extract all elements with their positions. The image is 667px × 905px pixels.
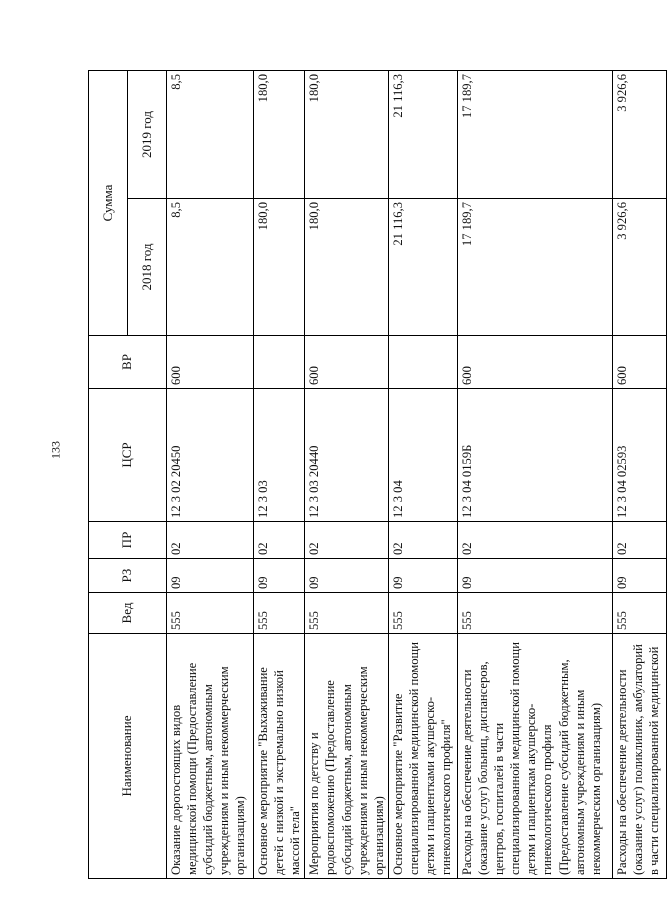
header-2019: 2019 год — [128, 71, 167, 199]
row-sum-2019: 8,5 — [167, 71, 254, 199]
row-csr: 12 3 04 — [388, 389, 457, 522]
table-row — [388, 71, 457, 879]
row-pr: 02 — [254, 522, 305, 559]
row-sum-2018: 180,0 — [254, 199, 305, 336]
row-rz: 09 — [254, 559, 305, 593]
row-name: Расходы на обеспечение деятельности (оказание услуг) больниц, диспансеров, центров, госпиталей в части специализированной медицинской помощи детям и пациенткам акушерско-гинекологического профиля (Предоставление субсидий бюджетным, автономным учреждениям и иным некоммерческим организациям) — [457, 634, 612, 879]
page-number: 133 — [48, 441, 63, 459]
row-csr: 12 3 02 20450 — [167, 389, 254, 522]
row-name: Основное мероприятие "Развитие специализированной медицинской помощи детям и пациентками акушерско-гинекологического профиля" — [388, 634, 457, 879]
row-csr: 12 3 03 — [254, 389, 305, 522]
row-vr: 600 — [612, 336, 666, 389]
row-pr: 02 — [457, 522, 612, 559]
row-pr: 02 — [167, 522, 254, 559]
row-ved: 555 — [305, 593, 389, 634]
row-ved: 555 — [388, 593, 457, 634]
header-csr: ЦСР — [89, 389, 167, 522]
row-rz: 09 — [305, 559, 389, 593]
row-rz: 09 — [457, 559, 612, 593]
row-rz: 09 — [612, 559, 666, 593]
row-vr — [254, 336, 305, 389]
row-pr: 02 — [305, 522, 389, 559]
row-pr: 02 — [612, 522, 666, 559]
header-name: Наименование — [89, 634, 167, 879]
row-csr: 12 3 04 02593 — [612, 389, 666, 522]
row-sum-2019: 180,0 — [254, 71, 305, 199]
table-row — [305, 71, 389, 879]
row-ved: 555 — [612, 593, 666, 634]
row-name: Оказание дорогостоящих видов медицинской помощи (Предоставление субсидий бюджетным, автономным учреждениям и иным некоммерческим организациям) — [167, 634, 254, 879]
row-sum-2019: 21 116,3 — [388, 71, 457, 199]
row-csr: 12 3 03 20440 — [305, 389, 389, 522]
row-ved: 555 — [167, 593, 254, 634]
row-vr: 600 — [457, 336, 612, 389]
row-ved: 555 — [457, 593, 612, 634]
row-sum-2019: 17 189,7 — [457, 71, 612, 199]
row-sum-2018: 3 926,6 — [612, 199, 666, 336]
table-row — [167, 71, 254, 879]
row-ved: 555 — [254, 593, 305, 634]
row-vr: 600 — [305, 336, 389, 389]
row-pr: 02 — [388, 522, 457, 559]
header-ved: Вед — [89, 593, 167, 634]
row-vr: 600 — [167, 336, 254, 389]
row-name: Мероприятия по детству и родовспоможению (Предоставление субсидий бюджетным, автономным учреждениям и иным некоммерческим организациям) — [305, 634, 389, 879]
header-sum: Сумма — [89, 71, 128, 336]
table-row — [254, 71, 305, 879]
row-name: Основное мероприятие "Выхаживание детей с низкой и экстремально низкой массой тела" — [254, 634, 305, 879]
row-sum-2018: 21 116,3 — [388, 199, 457, 336]
header-rz: РЗ — [89, 559, 167, 593]
table-row — [612, 71, 666, 879]
row-rz: 09 — [388, 559, 457, 593]
table-row — [457, 71, 612, 879]
row-sum-2018: 8,5 — [167, 199, 254, 336]
row-rz: 09 — [167, 559, 254, 593]
row-name: Расходы на обеспечение деятельности (оказание услуг) поликлиник, амбулаторий в части специализированной медицинской — [612, 634, 666, 879]
row-sum-2019: 180,0 — [305, 71, 389, 199]
rotated-page — [88, 71, 662, 879]
header-pr: ПР — [89, 522, 167, 559]
header-2018: 2018 год — [128, 199, 167, 336]
row-csr: 12 3 04 0159Б — [457, 389, 612, 522]
row-sum-2018: 17 189,7 — [457, 199, 612, 336]
row-sum-2019: 3 926,6 — [612, 71, 666, 199]
header-vr: ВР — [89, 336, 167, 389]
row-vr — [388, 336, 457, 389]
budget-table — [88, 70, 667, 879]
row-sum-2018: 180,0 — [305, 199, 389, 336]
